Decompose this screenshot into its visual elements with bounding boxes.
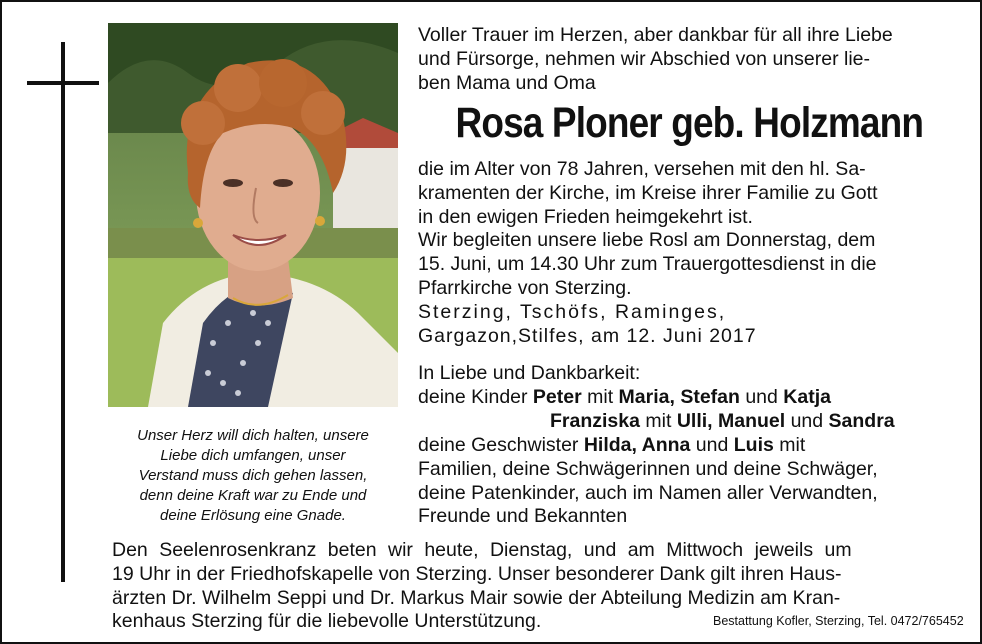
family-children-line-2: Franziska mit Ulli, Manuel und Sandra — [550, 410, 895, 432]
verse-line: deine Erlösung eine Gnade. — [160, 507, 346, 524]
verse-line: denn deine Kraft war zu Ende und — [139, 487, 367, 504]
family-line: deine Patenkinder, auch im Namen aller Verwandten, — [418, 482, 878, 504]
bottom-line: 19 Uhr in der Friedhofskapelle von Sterzing. Unser besonderer Dank gilt ihren Haus- — [112, 563, 842, 585]
family-children-line-1: deine Kinder Peter mit Maria, Stefan und Katja — [418, 386, 831, 408]
funeral-home-footer: Bestattung Kofler, Sterzing, Tel. 0472/765452 — [713, 614, 964, 628]
intro-line: Voller Trauer im Herzen, aber dankbar für all ihre Liebe — [418, 24, 893, 46]
body-line: in den ewigen Frieden heimgekehrt ist. — [418, 206, 753, 228]
family-intro: In Liebe und Dankbarkeit: — [418, 362, 641, 384]
intro-line: und Fürsorge, nehmen wir Abschied von unserer lie- — [418, 48, 870, 70]
deceased-name: Rosa Ploner geb. Holzmann — [455, 99, 924, 147]
body-line: Wir begleiten unsere liebe Rosl am Donnerstag, dem — [418, 229, 876, 251]
intro-line: ben Mama und Oma — [418, 72, 596, 94]
body-line: 15. Juni, um 14.30 Uhr zum Trauergottesdienst in die — [418, 253, 877, 275]
cross-icon — [61, 42, 65, 582]
family-line: Freunde und Bekannten — [418, 505, 628, 527]
memorial-verse — [108, 426, 398, 526]
cross-icon-bar — [27, 81, 99, 85]
body-line: Pfarrkirche von Sterzing. — [418, 277, 632, 299]
place-line: Sterzing, Tschöfs, Raminges, — [418, 301, 727, 323]
bottom-line: ärzten Dr. Wilhelm Seppi und Dr. Markus Mair sowie der Abteilung Medizin am Kran- — [112, 587, 841, 609]
body-line: kramenten der Kirche, im Kreise ihrer Familie zu Gott — [418, 182, 878, 204]
verse-line: Unser Herz will dich halten, unsere — [137, 427, 369, 444]
verse-line: Liebe dich umfangen, unser — [160, 447, 346, 464]
bottom-line: kenhaus Sterzing für die liebevolle Unterstützung. — [112, 610, 542, 632]
family-siblings-line: deine Geschwister Hilda, Anna und Luis mit — [418, 434, 806, 456]
portrait-photo — [108, 23, 398, 407]
family-line: Familien, deine Schwägerinnen und deine Schwäger, — [418, 458, 878, 480]
bottom-line: Den Seelenrosenkranz beten wir heute, Dienstag, und am Mittwoch jeweils um — [112, 539, 852, 561]
place-date-line: Gargazon,Stilfes, am 12. Juni 2017 — [418, 325, 757, 347]
verse-line: Verstand muss dich gehen lassen, — [138, 467, 368, 484]
body-line: die im Alter von 78 Jahren, versehen mit den hl. Sa- — [418, 158, 866, 180]
